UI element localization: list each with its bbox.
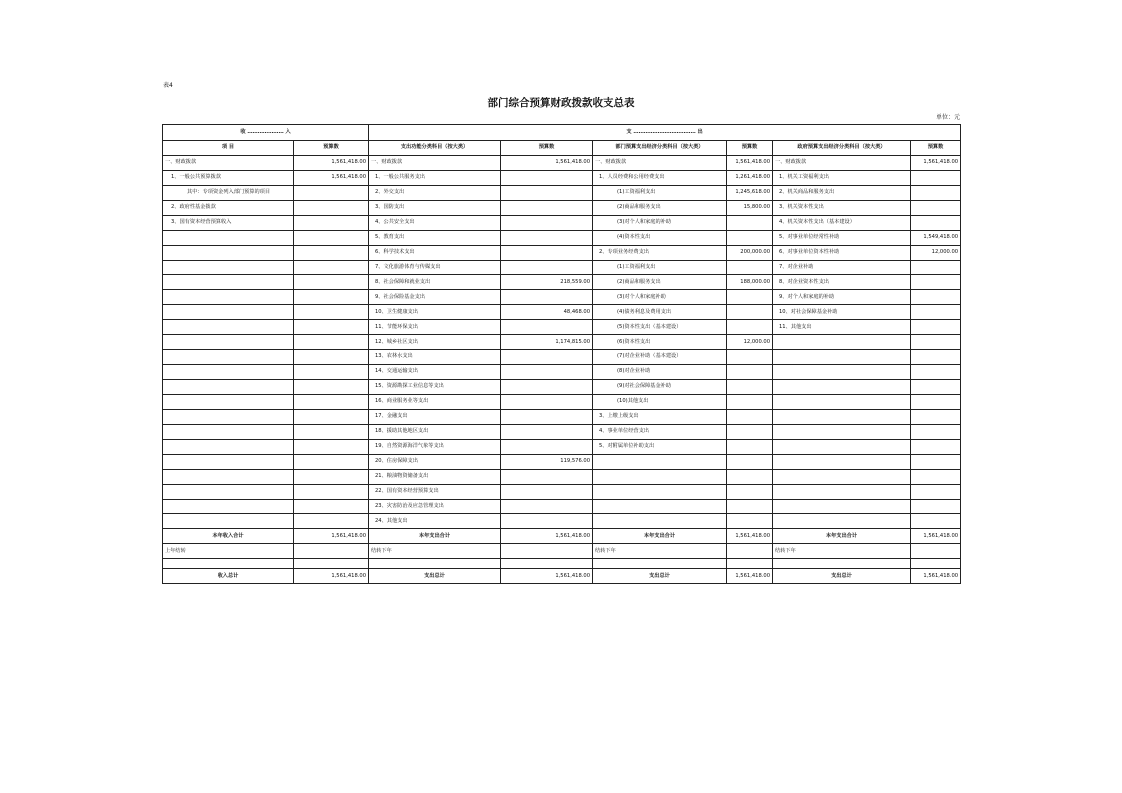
table-cell — [773, 559, 911, 569]
table-cell — [593, 484, 727, 499]
table-cell: 5、对附属单位补助支出 — [593, 439, 727, 454]
table-cell: 1,261,418.00 — [727, 170, 773, 185]
table-cell — [727, 215, 773, 230]
table-cell — [727, 394, 773, 409]
table-cell: 本年支出合计 — [369, 529, 501, 544]
table-cell — [501, 424, 593, 439]
table-cell — [501, 380, 593, 395]
table-cell: (1)工资福利支出 — [593, 260, 727, 275]
table-cell: 1,174,815.00 — [501, 335, 593, 350]
table-cell — [163, 424, 294, 439]
table-cell — [727, 544, 773, 559]
table-cell: 12、城乡社区支出 — [369, 335, 501, 350]
table-cell: 11、节能环保支出 — [369, 320, 501, 335]
table-cell: 13、农林水支出 — [369, 350, 501, 365]
table-cell — [501, 559, 593, 569]
table-cell: 10、对社会保障基金补助 — [773, 305, 911, 320]
table-cell — [773, 499, 911, 514]
table-cell — [294, 365, 369, 380]
table-cell: 1,549,418.00 — [911, 230, 961, 245]
table-cell: 1,561,418.00 — [501, 529, 593, 544]
table-cell — [911, 469, 961, 484]
table-cell — [294, 439, 369, 454]
table-cell — [773, 484, 911, 499]
table-cell — [773, 365, 911, 380]
grand-total-row — [163, 569, 961, 584]
table-cell — [911, 170, 961, 185]
table-cell: 9、对个人和家庭的补助 — [773, 290, 911, 305]
table-cell — [294, 394, 369, 409]
table-cell — [773, 380, 911, 395]
table-cell: 9、社会保险基金支出 — [369, 290, 501, 305]
table-cell — [163, 275, 294, 290]
table-cell: 2、专项业务经费支出 — [593, 245, 727, 260]
table-cell — [163, 230, 294, 245]
table-cell — [294, 499, 369, 514]
table-cell — [294, 335, 369, 350]
table-cell — [911, 350, 961, 365]
table-cell: 48,468.00 — [501, 305, 593, 320]
table-cell — [911, 380, 961, 395]
table-cell: 结转下年 — [593, 544, 727, 559]
table-cell — [501, 394, 593, 409]
table-row — [163, 394, 961, 409]
table-cell — [163, 499, 294, 514]
table-row — [163, 380, 961, 395]
table-cell — [773, 469, 911, 484]
table-cell — [773, 424, 911, 439]
table-cell — [911, 185, 961, 200]
table-cell: 支出总计 — [773, 569, 911, 584]
table-cell — [501, 245, 593, 260]
table-cell: (6)资本性支出 — [593, 335, 727, 350]
table-cell: 15,800.00 — [727, 200, 773, 215]
table-row — [163, 409, 961, 424]
table-row — [163, 200, 961, 215]
table-cell — [593, 454, 727, 469]
table-cell: (10)其他支出 — [593, 394, 727, 409]
col-header-gov-econ-item: 政府预算支出经济分类科目（按大类） — [773, 141, 911, 156]
table-cell: (9)对社会保障基金补助 — [593, 380, 727, 395]
expense-section-header: 支 ……………………………… 出 — [369, 125, 961, 141]
table-cell — [593, 499, 727, 514]
table-cell — [163, 439, 294, 454]
table-cell: (1)工资福利支出 — [593, 185, 727, 200]
table-cell: 1、一般公共服务支出 — [369, 170, 501, 185]
table-cell — [501, 484, 593, 499]
table-cell: 2、机关商品和服务支出 — [773, 185, 911, 200]
col-header-func-amount: 预算数 — [501, 141, 593, 156]
table-cell — [911, 559, 961, 569]
table-cell: 188,000.00 — [727, 275, 773, 290]
table-cell — [593, 559, 727, 569]
table-cell: 2、外交支出 — [369, 185, 501, 200]
table-cell — [163, 559, 294, 569]
table-cell — [727, 439, 773, 454]
table-cell — [163, 290, 294, 305]
table-cell: 119,576.00 — [501, 454, 593, 469]
table-cell: 3、国有资本经营预算收入 — [163, 215, 294, 230]
table-cell — [911, 439, 961, 454]
table-row — [163, 439, 961, 454]
table-cell — [294, 230, 369, 245]
table-row — [163, 365, 961, 380]
table-cell: 1,561,418.00 — [294, 529, 369, 544]
table-cell — [727, 409, 773, 424]
table-cell — [773, 394, 911, 409]
table-cell: 6、科学技术支出 — [369, 245, 501, 260]
table-cell: 1,245,618.00 — [727, 185, 773, 200]
table-cell: 一、财政拨款 — [773, 155, 911, 170]
table-cell: 3、上缴上级支出 — [593, 409, 727, 424]
table-cell: 其中：专项资金列入部门预算的项目 — [163, 185, 294, 200]
table-cell: 15、资源勘探工业信息等支出 — [369, 380, 501, 395]
table-cell: 10、卫生健康支出 — [369, 305, 501, 320]
table-cell: 1,561,418.00 — [501, 569, 593, 584]
table-cell — [911, 409, 961, 424]
table-cell: 12,000.00 — [911, 245, 961, 260]
table-cell — [727, 484, 773, 499]
table-cell: (2)商品和服务支出 — [593, 275, 727, 290]
table-cell: 4、事业单位经营支出 — [593, 424, 727, 439]
table-cell: 7、文化旅游体育与传媒支出 — [369, 260, 501, 275]
table-cell: 23、灾害防治及应急管理支出 — [369, 499, 501, 514]
table-cell — [294, 424, 369, 439]
table-cell — [911, 215, 961, 230]
table-cell: 1,561,418.00 — [727, 155, 773, 170]
table-cell: 1,561,418.00 — [911, 569, 961, 584]
table-cell — [911, 275, 961, 290]
table-cell — [501, 320, 593, 335]
table-row — [163, 155, 961, 170]
table-row — [163, 335, 961, 350]
table-cell — [727, 454, 773, 469]
table-row — [163, 305, 961, 320]
col-header-income-amount: 预算数 — [294, 141, 369, 156]
table-cell: 4、公共安全支出 — [369, 215, 501, 230]
table-cell: 结转下年 — [369, 544, 501, 559]
table-row — [163, 424, 961, 439]
table-row — [163, 290, 961, 305]
table-cell: 1,561,418.00 — [294, 155, 369, 170]
table-cell — [501, 350, 593, 365]
table-cell — [163, 365, 294, 380]
table-row — [163, 260, 961, 275]
table-cell — [911, 454, 961, 469]
table-cell — [163, 514, 294, 529]
table-cell: 12,000.00 — [727, 335, 773, 350]
table-cell — [727, 380, 773, 395]
table-cell — [163, 305, 294, 320]
table-cell: 4、机关资本性支出（基本建设） — [773, 215, 911, 230]
table-cell — [911, 424, 961, 439]
table-cell — [294, 215, 369, 230]
table-cell — [501, 215, 593, 230]
table-cell: 20、住房保障支出 — [369, 454, 501, 469]
col-header-dept-econ-item: 部门预算支出经济分类科目（按大类） — [593, 141, 727, 156]
table-cell: 1、一般公共预算拨款 — [163, 170, 294, 185]
table-cell — [294, 469, 369, 484]
table-cell — [911, 200, 961, 215]
table-cell: (4)债务利息及费用支出 — [593, 305, 727, 320]
table-cell — [727, 559, 773, 569]
table-cell — [911, 499, 961, 514]
table-cell — [501, 290, 593, 305]
table-cell — [727, 305, 773, 320]
table-row — [163, 275, 961, 290]
col-header-gov-econ-amount: 预算数 — [911, 141, 961, 156]
table-cell: 200,000.00 — [727, 245, 773, 260]
table-cell: 24、其他支出 — [369, 514, 501, 529]
table-cell: 一、财政拨款 — [163, 155, 294, 170]
col-header-income-item: 项 目 — [163, 141, 294, 156]
table-cell: 本年支出合计 — [773, 529, 911, 544]
table-cell: 一、财政拨款 — [369, 155, 501, 170]
table-cell: 7、对企业补助 — [773, 260, 911, 275]
table-cell — [773, 350, 911, 365]
table-cell: (4)资本性支出 — [593, 230, 727, 245]
table-row — [163, 350, 961, 365]
table-cell: (3)对个人和家庭的补助 — [593, 215, 727, 230]
table-cell — [501, 185, 593, 200]
table-number: 表4 — [163, 82, 173, 89]
table-cell — [369, 559, 501, 569]
table-row — [163, 469, 961, 484]
table-cell — [294, 559, 369, 569]
table-cell — [501, 170, 593, 185]
table-cell — [911, 394, 961, 409]
col-header-func-item: 支出功能分类科目（按大类） — [369, 141, 501, 156]
table-cell — [501, 200, 593, 215]
table-cell: 支出总计 — [593, 569, 727, 584]
budget-table — [162, 124, 961, 584]
table-cell: 11、其他支出 — [773, 320, 911, 335]
table-cell — [294, 320, 369, 335]
table-cell: 5、对事业单位经常性补助 — [773, 230, 911, 245]
table-cell — [593, 514, 727, 529]
table-cell: 1,561,418.00 — [294, 170, 369, 185]
table-cell — [163, 380, 294, 395]
table-cell — [773, 409, 911, 424]
table-cell: 17、金融支出 — [369, 409, 501, 424]
table-cell: 一、财政拨款 — [593, 155, 727, 170]
table-cell: 1、人员经费和公用经费支出 — [593, 170, 727, 185]
table-cell — [911, 305, 961, 320]
table-cell — [294, 544, 369, 559]
section-header-row — [163, 125, 961, 141]
table-cell — [501, 544, 593, 559]
table-cell — [727, 320, 773, 335]
table-cell: 5、教育支出 — [369, 230, 501, 245]
year-total-row — [163, 529, 961, 544]
table-cell — [911, 335, 961, 350]
table-cell — [727, 365, 773, 380]
table-cell — [163, 350, 294, 365]
table-cell — [163, 245, 294, 260]
table-cell: 8、社会保障和就业支出 — [369, 275, 501, 290]
table-row — [163, 185, 961, 200]
table-cell: 支出总计 — [369, 569, 501, 584]
table-cell: 1、机关工资福利支出 — [773, 170, 911, 185]
table-cell: (8)对企业补助 — [593, 365, 727, 380]
table-row — [163, 454, 961, 469]
table-cell: 收入总计 — [163, 569, 294, 584]
unit-label: 单位：元 — [935, 114, 960, 121]
table-cell — [163, 484, 294, 499]
table-cell — [294, 409, 369, 424]
table-cell: (5)资本性支出（基本建设） — [593, 320, 727, 335]
table-cell — [294, 200, 369, 215]
table-cell — [294, 275, 369, 290]
table-cell — [294, 514, 369, 529]
table-cell — [773, 335, 911, 350]
blank-row — [163, 559, 961, 569]
table-row — [163, 320, 961, 335]
table-cell: 本年支出合计 — [593, 529, 727, 544]
table-cell — [294, 350, 369, 365]
table-cell — [501, 514, 593, 529]
table-cell: 19、自然资源海洋气象等支出 — [369, 439, 501, 454]
table-cell — [163, 454, 294, 469]
table-cell — [911, 484, 961, 499]
table-cell — [911, 544, 961, 559]
table-cell — [294, 484, 369, 499]
table-cell: 3、机关资本性支出 — [773, 200, 911, 215]
table-cell: 22、国有资本经营预算支出 — [369, 484, 501, 499]
table-cell — [163, 469, 294, 484]
table-row — [163, 514, 961, 529]
table-cell — [727, 350, 773, 365]
table-cell — [727, 290, 773, 305]
table-cell — [911, 320, 961, 335]
table-cell — [501, 439, 593, 454]
table-cell: 6、对事业单位资本性补助 — [773, 245, 911, 260]
table-cell — [294, 245, 369, 260]
table-cell: 1,561,418.00 — [294, 569, 369, 584]
table-cell: 8、对企业资本性支出 — [773, 275, 911, 290]
table-cell: 1,561,418.00 — [501, 155, 593, 170]
table-cell: 21、粮油物资储备支出 — [369, 469, 501, 484]
table-cell — [501, 260, 593, 275]
table-cell: 3、国防支出 — [369, 200, 501, 215]
table-cell — [727, 469, 773, 484]
table-cell — [501, 409, 593, 424]
col-header-dept-econ-amount: 预算数 — [727, 141, 773, 156]
table-cell — [294, 185, 369, 200]
table-cell — [501, 230, 593, 245]
table-cell — [773, 439, 911, 454]
table-row — [163, 484, 961, 499]
table-cell — [501, 469, 593, 484]
page-title: 部门综合预算财政拨款收支总表 — [487, 97, 635, 109]
table-cell: 1,561,418.00 — [911, 155, 961, 170]
table-cell: 16、商业服务业等支出 — [369, 394, 501, 409]
table-cell: 1,561,418.00 — [727, 569, 773, 584]
table-cell — [727, 514, 773, 529]
table-cell — [911, 514, 961, 529]
table-cell: 上年结转 — [163, 544, 294, 559]
table-cell — [727, 499, 773, 514]
income-section-header: 收 ………………… 入 — [163, 125, 369, 141]
table-cell: (3)对个人和家庭补助 — [593, 290, 727, 305]
table-cell — [501, 365, 593, 380]
table-cell — [727, 230, 773, 245]
table-cell: 14、交通运输支出 — [369, 365, 501, 380]
table-cell — [294, 454, 369, 469]
table-cell — [911, 365, 961, 380]
table-cell — [911, 290, 961, 305]
table-cell — [163, 260, 294, 275]
table-cell: 18、援助其他地区支出 — [369, 424, 501, 439]
table-cell: 218,559.00 — [501, 275, 593, 290]
table-cell — [593, 469, 727, 484]
table-row — [163, 499, 961, 514]
table-cell — [294, 260, 369, 275]
table-cell: (2)商品和服务支出 — [593, 200, 727, 215]
table-cell: 本年收入合计 — [163, 529, 294, 544]
table-cell: 1,561,418.00 — [911, 529, 961, 544]
table-cell — [163, 320, 294, 335]
column-header-row — [163, 141, 961, 156]
table-row — [163, 245, 961, 260]
table-cell: 2、政府性基金拨款 — [163, 200, 294, 215]
table-cell — [163, 335, 294, 350]
table-cell — [294, 305, 369, 320]
table-cell — [163, 409, 294, 424]
table-cell — [727, 260, 773, 275]
table-cell — [727, 424, 773, 439]
table-cell — [911, 260, 961, 275]
carry-over-row — [163, 544, 961, 559]
table-cell — [501, 499, 593, 514]
table-cell: 1,561,418.00 — [727, 529, 773, 544]
table-cell: (7)对企业补助（基本建设） — [593, 350, 727, 365]
table-cell: 结转下年 — [773, 544, 911, 559]
table-body — [163, 155, 961, 528]
table-row — [163, 170, 961, 185]
table-row — [163, 215, 961, 230]
table-cell — [294, 290, 369, 305]
table-cell — [773, 514, 911, 529]
table-cell — [163, 394, 294, 409]
table-row — [163, 230, 961, 245]
table-cell — [773, 454, 911, 469]
table-cell — [294, 380, 369, 395]
